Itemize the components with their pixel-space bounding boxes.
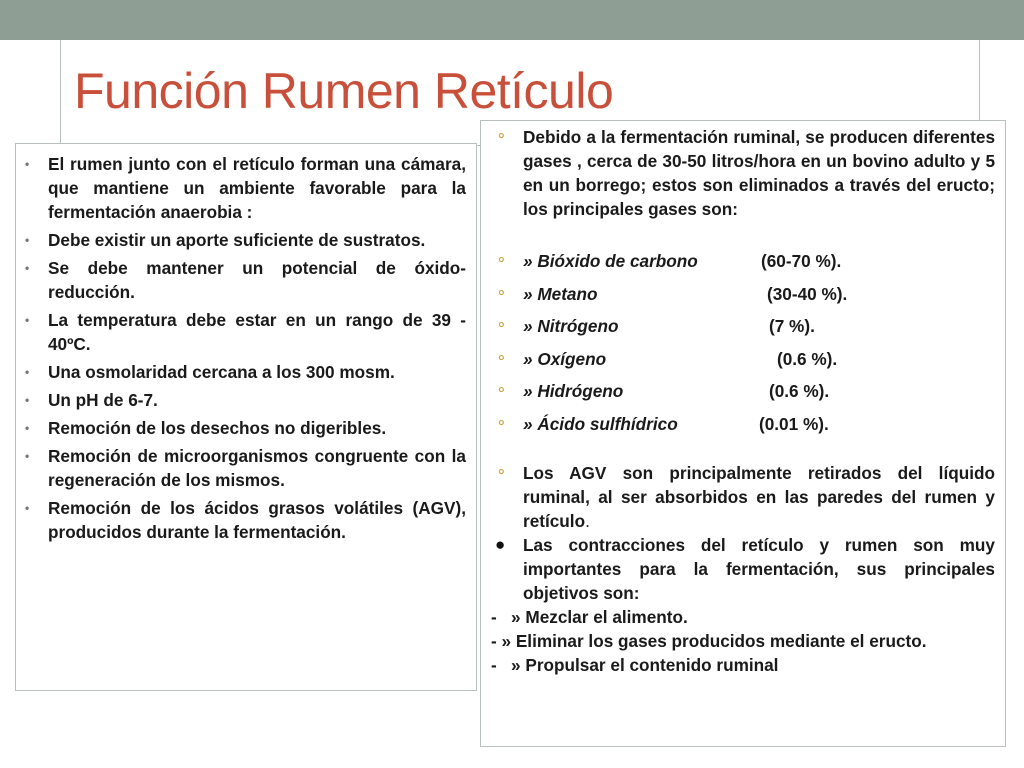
list-item [25,496,466,544]
bullet-icon: • [25,421,30,435]
list-item [25,256,466,304]
top-bar [0,0,1024,40]
right-content [491,125,995,677]
bullet-icon: ● [495,535,506,554]
list-item [25,416,466,440]
objective-item: - » Eliminar los gases producidos mediante el eructo. [491,631,927,651]
gas-item [491,249,995,282]
bullet-icon: • [25,501,30,515]
list-item-text: Remoción de los desechos no digeribles. [48,418,387,438]
gas-value: (0.6 %). [769,381,830,401]
gas-name: » Nitrógeno [523,316,619,336]
bullet-icon: ⚬ [495,284,508,302]
list-item-text: Remoción de microorganismos congruente con la regeneración de los mismos. [48,446,466,490]
gas-name: » Ácido sulfhídrico [523,413,678,434]
gases-intro [491,125,995,221]
agv-item [491,461,995,533]
bullet-icon: ⚬ [495,382,508,399]
right-panel [480,120,1006,747]
list-item-text: Remoción de los ácidos grasos volátiles (AGV), producidos durante la fermentación. [48,498,466,542]
gases-list [491,249,995,444]
gas-item [491,379,995,412]
gas-value: (60-70 %). [761,251,842,271]
list-item-text: La temperatura debe estar en un rango de 39 - 40ºC. [48,310,466,354]
gas-item [491,282,995,315]
gas-name: » Metano [523,283,598,304]
gas-value: (7 %). [769,316,815,336]
gas-value: (0.01 %). [759,413,829,434]
list-item-text: Un pH de 6-7. [48,390,158,410]
bullet-icon: ⚬ [495,464,508,481]
list-item-text: Una osmolaridad cercana a los 300 mosm. [48,362,395,382]
agv-text: Los AGV son principalmente retirados del líquido ruminal, al ser absorbidos en las paredes del rumen y retículo [523,463,995,531]
gases-intro-text: Debido a la fermentación ruminal, se producen diferentes gases , cerca de 30-50 litros/hora en un bovino adulto y 5 en un borrego; estos son eliminados a través del eructo; los principales gases son: [523,127,995,219]
bullet-icon: • [25,261,30,275]
list-item [25,388,466,412]
bullet-icon: • [25,157,30,171]
bullet-icon: • [25,393,30,407]
gas-value: (30-40 %). [767,283,848,304]
bullet-icon: ⚬ [495,317,508,334]
bullet-icon: ⚬ [495,349,508,367]
gas-item [491,412,995,445]
bullet-icon: • [25,449,30,463]
list-item-text: El rumen junto con el retículo forman una cámara, que mantiene un ambiente favorable para la fermentación anaerobia : [48,154,466,222]
gas-item [491,347,995,380]
gas-name: » Oxígeno [523,348,607,369]
bullet-icon: ⚬ [495,414,508,432]
list-item [25,308,466,356]
gas-item [491,314,995,347]
gas-name: » Hidrógeno [523,381,624,401]
objective-item: - » Propulsar el contenido ruminal [491,655,779,675]
bullet-icon: • [25,233,30,247]
agv-end: . [585,511,590,531]
bullet-icon: ⚬ [495,128,508,145]
bullet-icon: ⚬ [495,252,508,269]
gas-value: (0.6 %). [777,348,838,369]
list-item [25,360,466,384]
bullet-icon: • [25,365,30,379]
slide-title: Función Rumen Retículo [74,63,614,119]
list-item [25,444,466,492]
left-panel [15,143,477,691]
list-item [25,228,466,252]
list-item-text: Debe existir un aporte suficiente de sustratos. [48,230,426,250]
list-item [25,152,466,224]
contractions-item [491,533,995,605]
bullet-icon: • [25,313,30,327]
objective-item: - » Mezclar el alimento. [491,607,688,627]
list-item-text: Se debe mantener un potencial de óxido-reducción. [48,258,466,302]
gas-name: » Bióxido de carbono [523,251,698,271]
conditions-list [25,152,466,548]
contractions-text: Las contracciones del retículo y rumen son muy importantes para la fermentación, sus principales objetivos son: [523,535,995,603]
